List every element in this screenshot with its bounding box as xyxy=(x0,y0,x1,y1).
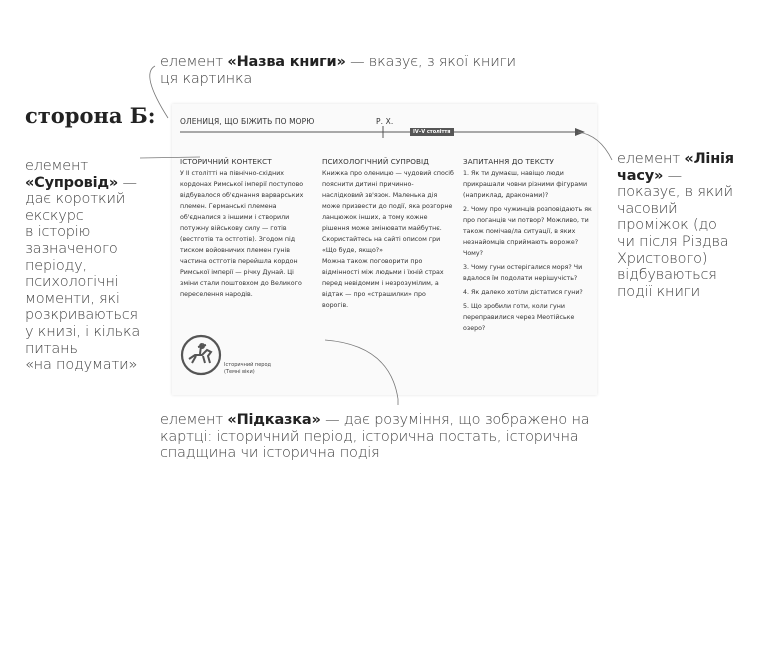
note-line: події книги xyxy=(617,283,700,300)
note-text: ця картинка xyxy=(160,70,253,87)
note-line: картці: історичний період, історична постать, історична xyxy=(160,428,579,445)
note-line: в історію xyxy=(25,224,91,241)
question: 5. Що зробили готи, коли гуни переправилися через Меотійське озеро? xyxy=(463,303,575,332)
question: 3. Чому гуни остерігалися моря? Чи вдалося їм подолати нерішучість? xyxy=(463,264,583,282)
column-paragraph: У II столітті на північно-східних кордонах Римської імперії поступово відбувалося об'єднання варварських племен. Германські племена об'єдналися з іншими і створили потужну військову силу — готів (вестготів та остготів). Згодом під тиском войовничих племен гунів частина остготів перейшла кордон Римської імперії — річку Дунай. Ці зміни стали поштовхом до Великого переселення народів. xyxy=(180,170,304,298)
note-text: — xyxy=(663,167,682,184)
note-line: питань xyxy=(25,340,78,357)
note-text: елемент xyxy=(160,412,228,428)
question: 1. Як ти думаєш, навіщо люди прикрашали човни різними фігурами (наприклад, драконами)? xyxy=(463,170,588,199)
note-line: моменти, які xyxy=(25,290,120,307)
note-text: — вказує, з якої книги xyxy=(345,54,516,70)
column-heading: ІСТОРИЧНИЙ КОНТЕКСТ xyxy=(180,157,272,166)
side-label: сторона Б: xyxy=(25,103,156,128)
book-title: ОЛЕНИЦЯ, ЩО БІЖИТЬ ПО МОРЮ xyxy=(180,117,315,126)
question: 2. Чому про чужинців розповідають як про поганців чи потвор? Можливо, ти також помічав/ла ситуації, в яких незнайомців сприймають вороже? Чому? xyxy=(463,206,592,257)
note-bold: «Назва книги» xyxy=(227,54,346,70)
note-line: психологічні xyxy=(25,274,119,291)
note-bold: часу» xyxy=(617,167,664,184)
hint-label-line: (Темні віки) xyxy=(224,369,255,375)
timeline-marker-label: Р. Х. xyxy=(376,117,394,126)
column-heading: ЗАПИТАННЯ ДО ТЕКСТУ xyxy=(463,157,554,166)
note-line: екскурс xyxy=(25,207,84,224)
note-text: елемент xyxy=(160,54,228,70)
column-paragraph: Книжка про оленицю — чудовий спосіб пояснити дитині причинно-наслідковий зв'язок. Маленька дія може призвести до події, яка розгорне ланцюжок інших, а тому кожне рішення може змінювати майбутнє. xyxy=(322,170,454,232)
note-text: — дає розуміння, що зображено на xyxy=(320,412,590,428)
note-line: дає короткий xyxy=(25,191,126,208)
note-text: елемент xyxy=(617,151,685,167)
note-line: проміжок (до xyxy=(617,217,717,234)
note-line: «на подумати» xyxy=(25,357,138,374)
note-text: елемент xyxy=(25,158,89,174)
hint-label-line: Історичний перод xyxy=(224,362,271,368)
period-badge: IV–V століття xyxy=(410,128,454,136)
column-heading: ПСИХОЛОГІЧНИЙ СУПРОВІД xyxy=(322,157,429,166)
note-line: Христового) xyxy=(617,250,708,267)
note-line: у книзі, і кілька xyxy=(25,323,141,340)
note-bold: «Підказка» xyxy=(227,412,321,428)
note-line: часовий xyxy=(617,200,678,217)
note-text: — xyxy=(118,174,137,191)
note-bold: «Лінія xyxy=(684,151,734,167)
column-paragraph: Можна також поговорити про відмінності між людьми і їхній страх перед невідомим і незрозумілим, а відтак — про «страшилки» про ворогів. xyxy=(322,258,444,309)
note-bold: «Супровід» xyxy=(25,174,119,191)
note-line: періоду, xyxy=(25,257,87,274)
note-line: спадщина чи історична подія xyxy=(160,445,380,462)
note-line: чи після Різдва xyxy=(617,233,729,250)
note-line: зазначеного xyxy=(25,240,118,257)
note-line: відбуваються xyxy=(617,267,717,284)
note-line: розкриваються xyxy=(25,307,138,324)
note-line: показує, в який xyxy=(617,184,733,201)
column-paragraph: Скористайтесь на сайті описом гри «Що буде, якщо?» xyxy=(322,236,441,254)
question: 4. Як далеко хотіли дістатися гуни? xyxy=(463,289,583,296)
